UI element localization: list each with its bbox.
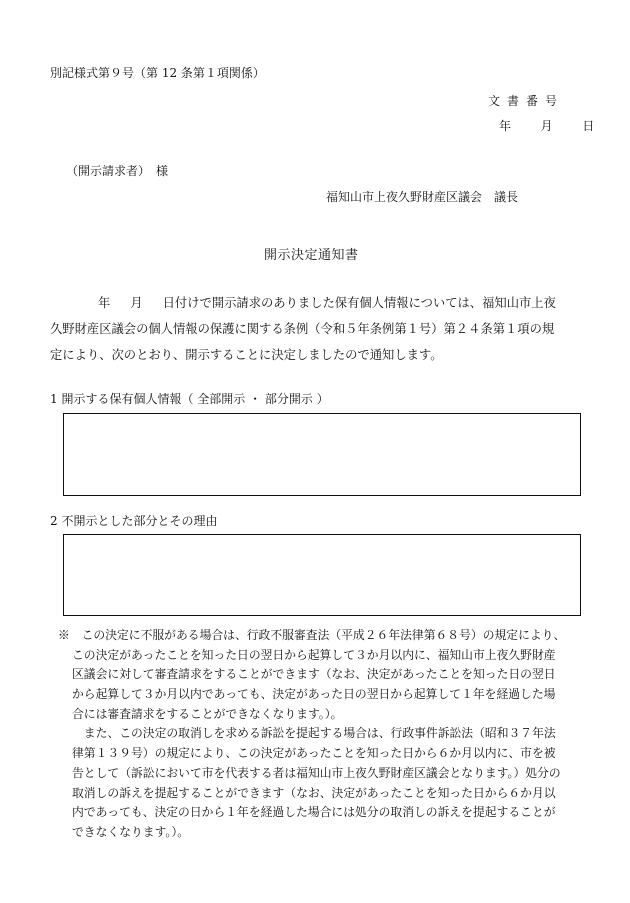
document-number-label: 文書番号 bbox=[488, 94, 565, 108]
recipient-line: （開示請求者） 様 bbox=[66, 164, 169, 178]
date-day-label: 日 bbox=[582, 119, 595, 133]
note-line: 取消しの訴えを提起することができます（なお、決定があったことを知った日から６か月以 bbox=[72, 785, 556, 800]
section-1-label: 1 開示する保有個人情報（ 全部開示 ・ 部分開示 ） bbox=[50, 392, 329, 406]
note-line: ※ この決定に不服がある場合は、行政不服審査法（平成２６年法律第６８号）の規定により、 bbox=[58, 628, 566, 642]
section-2-label: 2 不開示とした部分とその理由 bbox=[50, 514, 218, 528]
note-line: 律第１３９号）の規定により、この決定があったことを知った日から６か月以内に、市を被 bbox=[72, 746, 556, 761]
note-line: この決定があったことを知った日の翌日から起算して３か月以内に、福知山市上夜久野財産 bbox=[72, 647, 556, 662]
body-line-1-text: 日付けで開示請求のありました保有個人情報については、福知山市上夜 bbox=[162, 296, 556, 310]
document-title: 開示決定通知書 bbox=[264, 248, 359, 263]
notice-body bbox=[50, 290, 590, 368]
body-line-2: 久野財産区議会の個人情報の保護に関する条例（令和５年条例第１号）第２４条第１項の規 bbox=[50, 322, 555, 336]
form-number: 別記様式第９号（第 12 条第１項関係） bbox=[50, 66, 265, 80]
date-year-label: 年 bbox=[499, 119, 512, 133]
note-line: 合には審査請求をすることができなくなります。）。 bbox=[72, 706, 343, 721]
disclosed-info-box[interactable] bbox=[63, 413, 581, 496]
note-line: できなくなります。）。 bbox=[72, 824, 190, 839]
non-disclosure-reason-box[interactable] bbox=[63, 534, 581, 616]
body-date-month: 月 bbox=[130, 296, 143, 310]
note-line: 区議会に対して審査請求をすることができます（なお、決定があったことを知った日の翌日 bbox=[72, 667, 556, 682]
date-month-label: 月 bbox=[540, 119, 553, 133]
body-date-year: 年 bbox=[98, 296, 111, 310]
note-line: 告として（訴訟において市を代表する者は福知山市上夜久野財産区議会となります。）処分の bbox=[72, 765, 561, 780]
body-line-1 bbox=[50, 290, 590, 316]
body-line-3: 定により、次のとおり、開示することに決定しましたので通知します。 bbox=[50, 348, 443, 362]
issue-date bbox=[499, 117, 594, 134]
sender-line: 福知山市上夜久野財産区議会 議長 bbox=[326, 190, 519, 204]
note-line: 内であっても、決定の日から１年を経過した場合には処分の取消しの訴えを提起することが bbox=[72, 805, 556, 820]
note-line: から起算して３か月以内であっても、決定があった日の翌日から起算して１年を経過した場 bbox=[72, 687, 556, 702]
appeal-note bbox=[58, 626, 588, 843]
note-line: また、この決定の取消しを求める訴訟を提起する場合は、行政事件訴訟法（昭和３７年法 bbox=[72, 726, 556, 741]
